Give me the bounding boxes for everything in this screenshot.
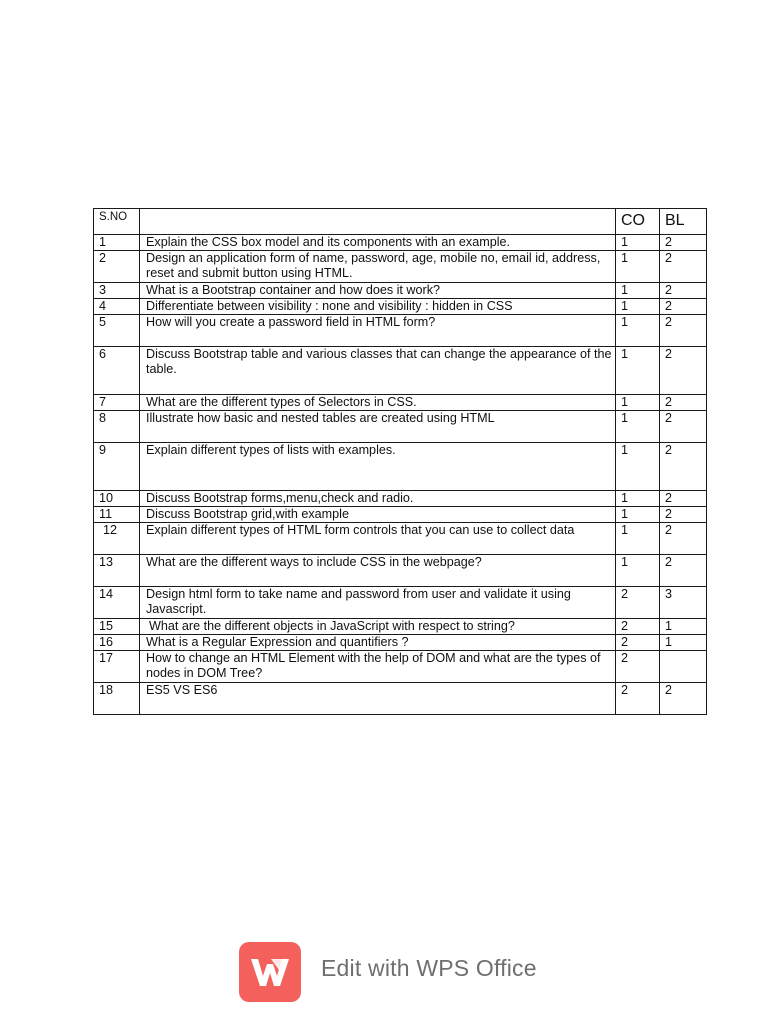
table-row	[94, 523, 707, 555]
row-co: 2	[616, 651, 660, 683]
row-sno: 9	[94, 443, 140, 491]
row-question: Illustrate how basic and nested tables are created using HTML	[140, 411, 616, 443]
row-co: 1	[616, 235, 660, 251]
row-bl: 2	[660, 411, 707, 443]
row-bl: 2	[660, 507, 707, 523]
row-sno: 12	[94, 523, 140, 555]
row-co: 2	[616, 587, 660, 619]
row-bl: 3	[660, 587, 707, 619]
row-co: 1	[616, 411, 660, 443]
row-sno: 7	[94, 395, 140, 411]
row-sno: 16	[94, 635, 140, 651]
row-co: 1	[616, 251, 660, 283]
row-question: How to change an HTML Element with the help of DOM and what are the types of nodes in DOM Tree?	[140, 651, 616, 683]
row-bl: 2	[660, 251, 707, 283]
row-co: 1	[616, 283, 660, 299]
row-sno: 14	[94, 587, 140, 619]
row-co: 2	[616, 683, 660, 715]
row-co: 1	[616, 395, 660, 411]
table-row	[94, 411, 707, 443]
row-bl: 1	[660, 619, 707, 635]
table-row	[94, 315, 707, 347]
header-bl: BL	[660, 209, 707, 235]
row-sno: 15	[94, 619, 140, 635]
row-co: 1	[616, 299, 660, 315]
row-sno: 18	[94, 683, 140, 715]
table-row	[94, 283, 707, 299]
table-row	[94, 683, 707, 715]
row-question: How will you create a password field in HTML form?	[140, 315, 616, 347]
row-co: 2	[616, 619, 660, 635]
row-question: ES5 VS ES6	[140, 683, 616, 715]
table-row	[94, 555, 707, 587]
row-question: What are the different types of Selectors in CSS.	[140, 395, 616, 411]
row-co: 1	[616, 347, 660, 395]
row-co: 1	[616, 507, 660, 523]
row-question: Explain the CSS box model and its components with an example.	[140, 235, 616, 251]
table-row	[94, 347, 707, 395]
table-row	[94, 507, 707, 523]
row-co: 1	[616, 491, 660, 507]
table-row	[94, 619, 707, 635]
row-sno: 10	[94, 491, 140, 507]
row-co: 1	[616, 443, 660, 491]
table-row	[94, 587, 707, 619]
header-row	[94, 209, 707, 235]
row-question: What is a Regular Expression and quantifiers ?	[140, 635, 616, 651]
row-sno: 2	[94, 251, 140, 283]
wps-watermark-text[interactable]: Edit with WPS Office	[321, 955, 537, 981]
row-bl: 2	[660, 395, 707, 411]
row-bl: 2	[660, 523, 707, 555]
wps-logo-glyph	[239, 942, 301, 1002]
table-row	[94, 299, 707, 315]
wps-logo-icon[interactable]	[239, 942, 301, 1002]
table-row	[94, 395, 707, 411]
row-co: 2	[616, 635, 660, 651]
row-sno: 5	[94, 315, 140, 347]
row-sno: 13	[94, 555, 140, 587]
table-row	[94, 443, 707, 491]
row-question: Explain different types of lists with examples.	[140, 443, 616, 491]
row-sno: 3	[94, 283, 140, 299]
row-co: 1	[616, 523, 660, 555]
row-co: 1	[616, 555, 660, 587]
row-question: Discuss Bootstrap grid,with example	[140, 507, 616, 523]
header-sno: S.NO	[94, 209, 140, 235]
row-sno: 1	[94, 235, 140, 251]
row-bl: 2	[660, 347, 707, 395]
table-row	[94, 651, 707, 683]
row-question: Discuss Bootstrap table and various classes that can change the appearance of the table.	[140, 347, 616, 395]
row-bl: 2	[660, 299, 707, 315]
row-bl	[660, 651, 707, 683]
row-bl: 2	[660, 315, 707, 347]
header-co: CO	[616, 209, 660, 235]
row-co: 1	[616, 315, 660, 347]
row-question: Design an application form of name, password, age, mobile no, email id, address, reset and submit button using HTML.	[140, 251, 616, 283]
row-bl: 1	[660, 635, 707, 651]
row-bl: 2	[660, 491, 707, 507]
row-sno: 17	[94, 651, 140, 683]
row-sno: 6	[94, 347, 140, 395]
row-bl: 2	[660, 683, 707, 715]
table-row	[94, 235, 707, 251]
row-question: Differentiate between visibility : none and visibility : hidden in CSS	[140, 299, 616, 315]
row-bl: 2	[660, 443, 707, 491]
header-question	[140, 209, 616, 235]
table-row	[94, 635, 707, 651]
question-table	[93, 208, 707, 715]
row-bl: 2	[660, 283, 707, 299]
row-question: Design html form to take name and password from user and validate it using Javascript.	[140, 587, 616, 619]
row-sno: 11	[94, 507, 140, 523]
row-question: What are the different ways to include CSS in the webpage?	[140, 555, 616, 587]
table-row	[94, 251, 707, 283]
row-question: Explain different types of HTML form controls that you can use to collect data	[140, 523, 616, 555]
table-row	[94, 491, 707, 507]
row-sno: 4	[94, 299, 140, 315]
row-question: Discuss Bootstrap forms,menu,check and radio.	[140, 491, 616, 507]
row-sno: 8	[94, 411, 140, 443]
row-question: What are the different objects in JavaScript with respect to string?	[140, 619, 616, 635]
row-bl: 2	[660, 555, 707, 587]
row-bl: 2	[660, 235, 707, 251]
row-question: What is a Bootstrap container and how does it work?	[140, 283, 616, 299]
